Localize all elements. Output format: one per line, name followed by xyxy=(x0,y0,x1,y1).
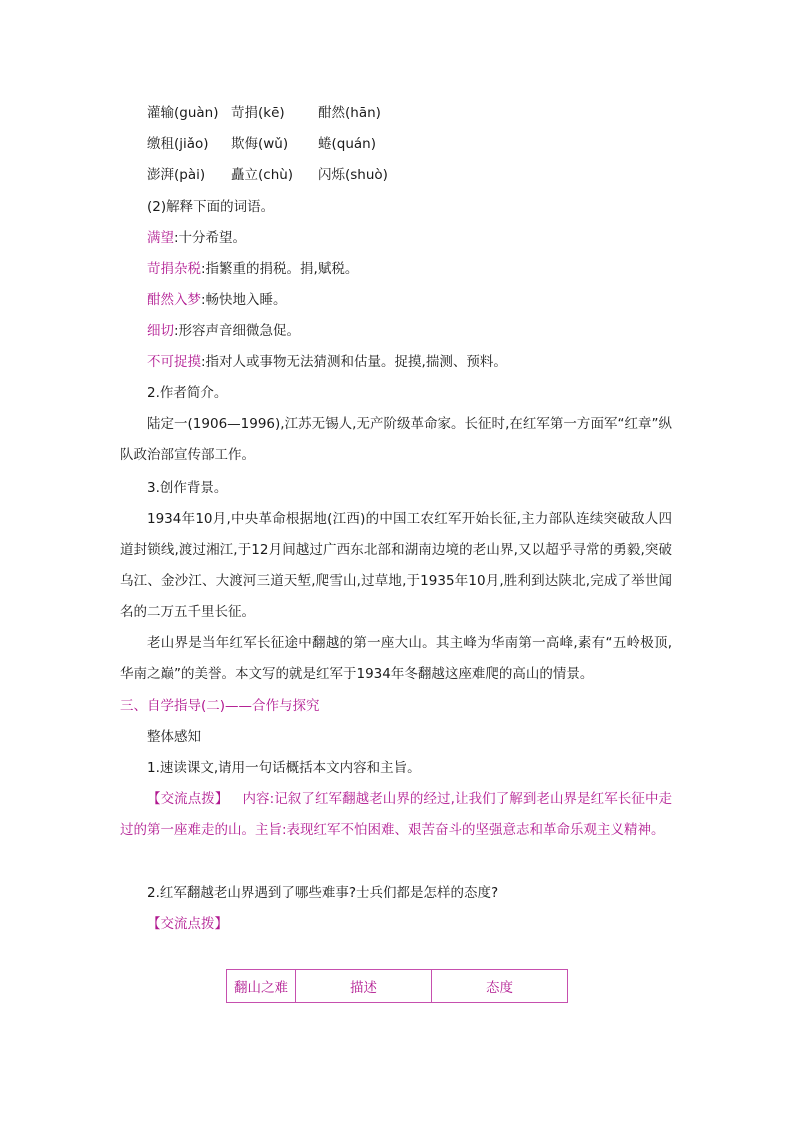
pinyin-item: 澎湃(pài) xyxy=(147,167,206,183)
pinyin-item: 苛捐(kē) xyxy=(231,105,285,121)
term-definition: :指繁重的捐税。捐,赋税。 xyxy=(201,261,359,277)
pinyin-row-1 xyxy=(147,103,381,123)
answer-tag: 【交流点拨】 xyxy=(147,791,229,807)
table-header-cell: 描述 xyxy=(296,970,432,1003)
term-entry xyxy=(147,352,507,372)
table-header-cell: 翻山之难 xyxy=(227,970,296,1003)
vocab-heading: (2)解释下面的词语。 xyxy=(147,199,275,215)
pinyin-item: 闪烁(shuò) xyxy=(318,167,388,183)
background-paragraph-1: 1934年10月,中央革命根据地(江西)的中国工农红军开始长征,主力部队连续突破敌人四道封锁线,渡过湘江,于12月间越过广西东北部和湖南边境的老山界,又以超乎寻常的勇毅,突破乌江、金沙江、大渡河三道天堑,爬雪山,过草地,于1935年10月,胜利到达陕北,完成了举世闻名的二万五千里长征。 xyxy=(120,511,672,620)
term-entry xyxy=(147,259,358,279)
question-1: 1.速读课文,请用一句话概括本文内容和主旨。 xyxy=(147,760,421,776)
author-heading: 2.作者简介。 xyxy=(147,385,228,401)
question-2: 2.红军翻越老山界遇到了哪些难事?士兵们都是怎样的态度? xyxy=(147,885,499,901)
section-title: 三、自学指导(二)——合作与探究 xyxy=(120,698,320,714)
pinyin-item: 酣然(hān) xyxy=(318,105,381,121)
pinyin-item: 蜷(quán) xyxy=(318,136,376,152)
term-entry xyxy=(147,321,300,341)
pinyin-row-3 xyxy=(147,165,388,185)
term-definition: :指对人或事物无法猜测和估量。捉摸,揣测、预料。 xyxy=(201,354,507,370)
term-entry xyxy=(147,228,246,248)
term-definition: :十分希望。 xyxy=(174,230,247,246)
answer-text: 内容:记叙了红军翻越老山界的经过,让我们了解到老山界是红军长征中走过的第一座难走的山。主旨:表现红军不怕困难、艰苦奋斗的坚强意志和革命乐观主义精神。 xyxy=(120,791,673,838)
pinyin-item: 缴租(jiǎo) xyxy=(147,136,209,152)
answer-tag: 【交流点拨】 xyxy=(147,916,228,932)
term-definition: :形容声音细微急促。 xyxy=(174,323,301,339)
pinyin-row-2 xyxy=(147,134,376,154)
author-text: 陆定一(1906—1996),江苏无锡人,无产阶级革命家。长征时,在红军第一方面军“红章”纵队政治部宣传部工作。 xyxy=(120,416,672,463)
answer-table xyxy=(226,969,568,1003)
term-definition: :畅快地入睡。 xyxy=(201,292,287,308)
term-word: 细切 xyxy=(147,323,174,339)
pinyin-item: 欺侮(wǔ) xyxy=(231,136,289,152)
term-word: 苛捐杂税 xyxy=(147,261,201,277)
answer-1 xyxy=(120,784,672,846)
overall-heading: 整体感知 xyxy=(147,729,201,745)
table-header-row xyxy=(227,970,568,1003)
background-heading: 3.创作背景。 xyxy=(147,480,228,496)
background-paragraph-2: 老山界是当年红军长征途中翻越的第一座大山。其主峰为华南第一高峰,素有“五岭极顶,华南之巅”的美誉。本文写的就是红军于1934年冬翻越这座难爬的高山的情景。 xyxy=(120,635,672,682)
table-header-cell: 态度 xyxy=(432,970,568,1003)
term-word: 不可捉摸 xyxy=(147,354,201,370)
term-word: 酣然入梦 xyxy=(147,292,201,308)
pinyin-item: 灌输(guàn) xyxy=(147,105,219,121)
term-entry xyxy=(147,290,287,310)
pinyin-item: 矗立(chù) xyxy=(231,167,294,183)
term-word: 满望 xyxy=(147,230,174,246)
